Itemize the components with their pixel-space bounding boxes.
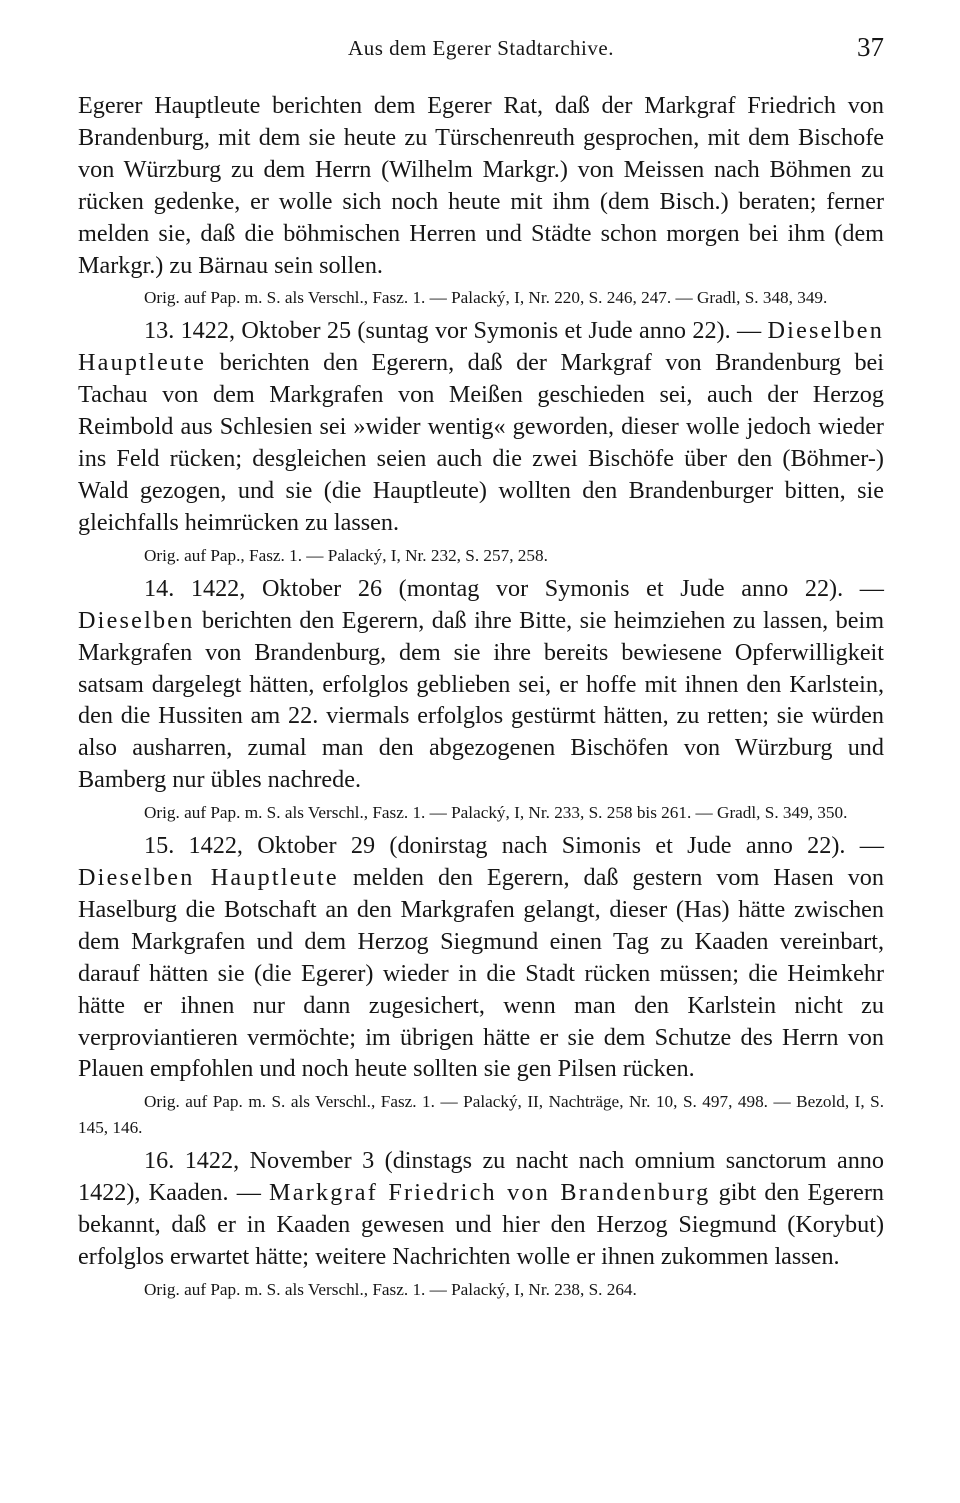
body-text — [78, 90, 884, 1303]
entry-13-spaced-phrase: Dieselben Hauptleute — [78, 317, 885, 377]
entry-13-text: berichten den Egerern, daß der Markgraf von Brandenburg bei Tachau von dem Markgrafen von Meißen geschieden sei, auch der Herzog Reimbold aus Schlesien sei »wider wentig« geworden, dieser wolle jedoch wieder ins Feld rücken; desgleichen seien auch die zwei Bischöfe über den (Böhmer-) Wald gezogen, und sie (die Hauptleute) wollten den Brandenburger bitten, sie gleichfalls heimrücken zu lassen. — [78, 349, 884, 536]
entry-15-paragraph — [78, 830, 884, 1085]
entry-15-spaced-phrase: Dieselben Hauptleute — [78, 864, 339, 892]
entry-15-source-note: Orig. auf Pap. m. S. als Verschl., Fasz. 1. — Palacký, II, Nachträge, Nr. 10, S. 497, 498. — Bezold, I, S. 145, 146. — [78, 1092, 884, 1138]
entry-14-heading: 14. 1422, Oktober 26 (montag vor Symonis et Jude anno 22). — — [144, 574, 884, 602]
entry-16-source-note: Orig. auf Pap. m. S. als Verschl., Fasz. 1. — Palacký, I, Nr. 238, S. 264. — [144, 1280, 637, 1299]
entry-14-spaced-phrase: Dieselben — [78, 606, 195, 634]
entry-15-text: melden den Egerern, daß gestern vom Hasen von Haselburg die Botschaft an den Markgrafen gelangt, dieser (Has) hätte zwischen dem Markgrafen und dem Herzog Siegmund einen Tag zu Kaaden vereinbart, darauf hätten sie (die Egerer) wieder in die Stadt rücken müssen; die Heimkehr hätte er ihnen nur dann zugesichert, wenn man den Karlstein nicht zu verproviantieren vermöchte; im übrigen hätte er sie dem Schutze des Herrn von Plauen empfohlen und noch heute sollten sie gen Pilsen rücken. — [78, 864, 884, 1083]
entry-13-heading: 13. 1422, Oktober 25 (suntag vor Symonis et Jude anno 22). — — [144, 317, 762, 345]
entry-15-heading: 15. 1422, Oktober 29 (donirstag nach Simonis et Jude anno 22). — — [144, 832, 884, 860]
intro-paragraph: Egerer Hauptleute berichten dem Egerer Rat, daß der Markgraf Friedrich von Brandenburg, mit dem sie heute zu Türschenreuth gesprochen, mit dem Bischofe von Würzburg zu dem Herrn (Wilhelm Markgr.) von Meissen nach Böhmen zu rücken gedenke, er wolle sich noch heute mit ihm (dem Bisch.) beraten; ferner melden sie, daß die böhmischen Herren und Städte schon morgen bei ihm (dem Markgr.) zu Bärnau sein sollen. — [78, 92, 884, 279]
entry-16-spaced-phrase: Markgraf Friedrich von Brandenburg — [269, 1179, 711, 1207]
entry-16-text: gibt den Egerern bekannt, daß er in Kaaden gewesen und hier den Herzog Siegmund (Korybut) erfolglos erwartet hätte; weitere Nachrichten wolle er ihnen zukommen lassen. — [78, 1179, 884, 1271]
entry-13-source-note: Orig. auf Pap., Fasz. 1. — Palacký, I, Nr. 232, S. 257, 258. — [144, 545, 548, 565]
running-title: Aus dem Egerer Stadtarchive. — [348, 36, 614, 60]
entry-13-paragraph — [78, 315, 884, 538]
document-page — [78, 30, 884, 1307]
entry-14-text: berichten den Egerern, daß ihre Bitte, sie heimziehen zu lassen, beim Markgrafen von Brandenburg, dem sie ihre bereits bewiesene Opferwilligkeit satsam dargelegt hätten, erfolglos geblieben sei, er hoffe mit ihnen den Karlstein, den die Hussiten am 22. viermals erfolglos gestürmt hätten, zu retten; sie würden also ausharren, zumal man den abgezogenen Bischöfen von Würzburg und Bamberg nur übles nachrede. — [78, 606, 885, 794]
page-number: 37 — [857, 32, 884, 62]
entry-14-source-note: Orig. auf Pap. m. S. als Verschl., Fasz. 1. — Palacký, I, Nr. 233, S. 258 bis 261. — Gradl, S. 349, 350. — [144, 803, 848, 823]
entry-14-paragraph — [78, 573, 884, 796]
entry-16-paragraph — [78, 1145, 884, 1273]
running-head — [78, 30, 884, 74]
intro-source-note: Orig. auf Pap. m. S. als Verschl., Fasz. 1. — Palacký, I, Nr. 220, S. 246, 247. — Gradl, S. 348, 349. — [144, 288, 828, 308]
entry-16-heading: 16. 1422, November 3 (dinstags zu nacht nach omnium sanctorum anno 1422), Kaaden. — — [78, 1147, 884, 1207]
